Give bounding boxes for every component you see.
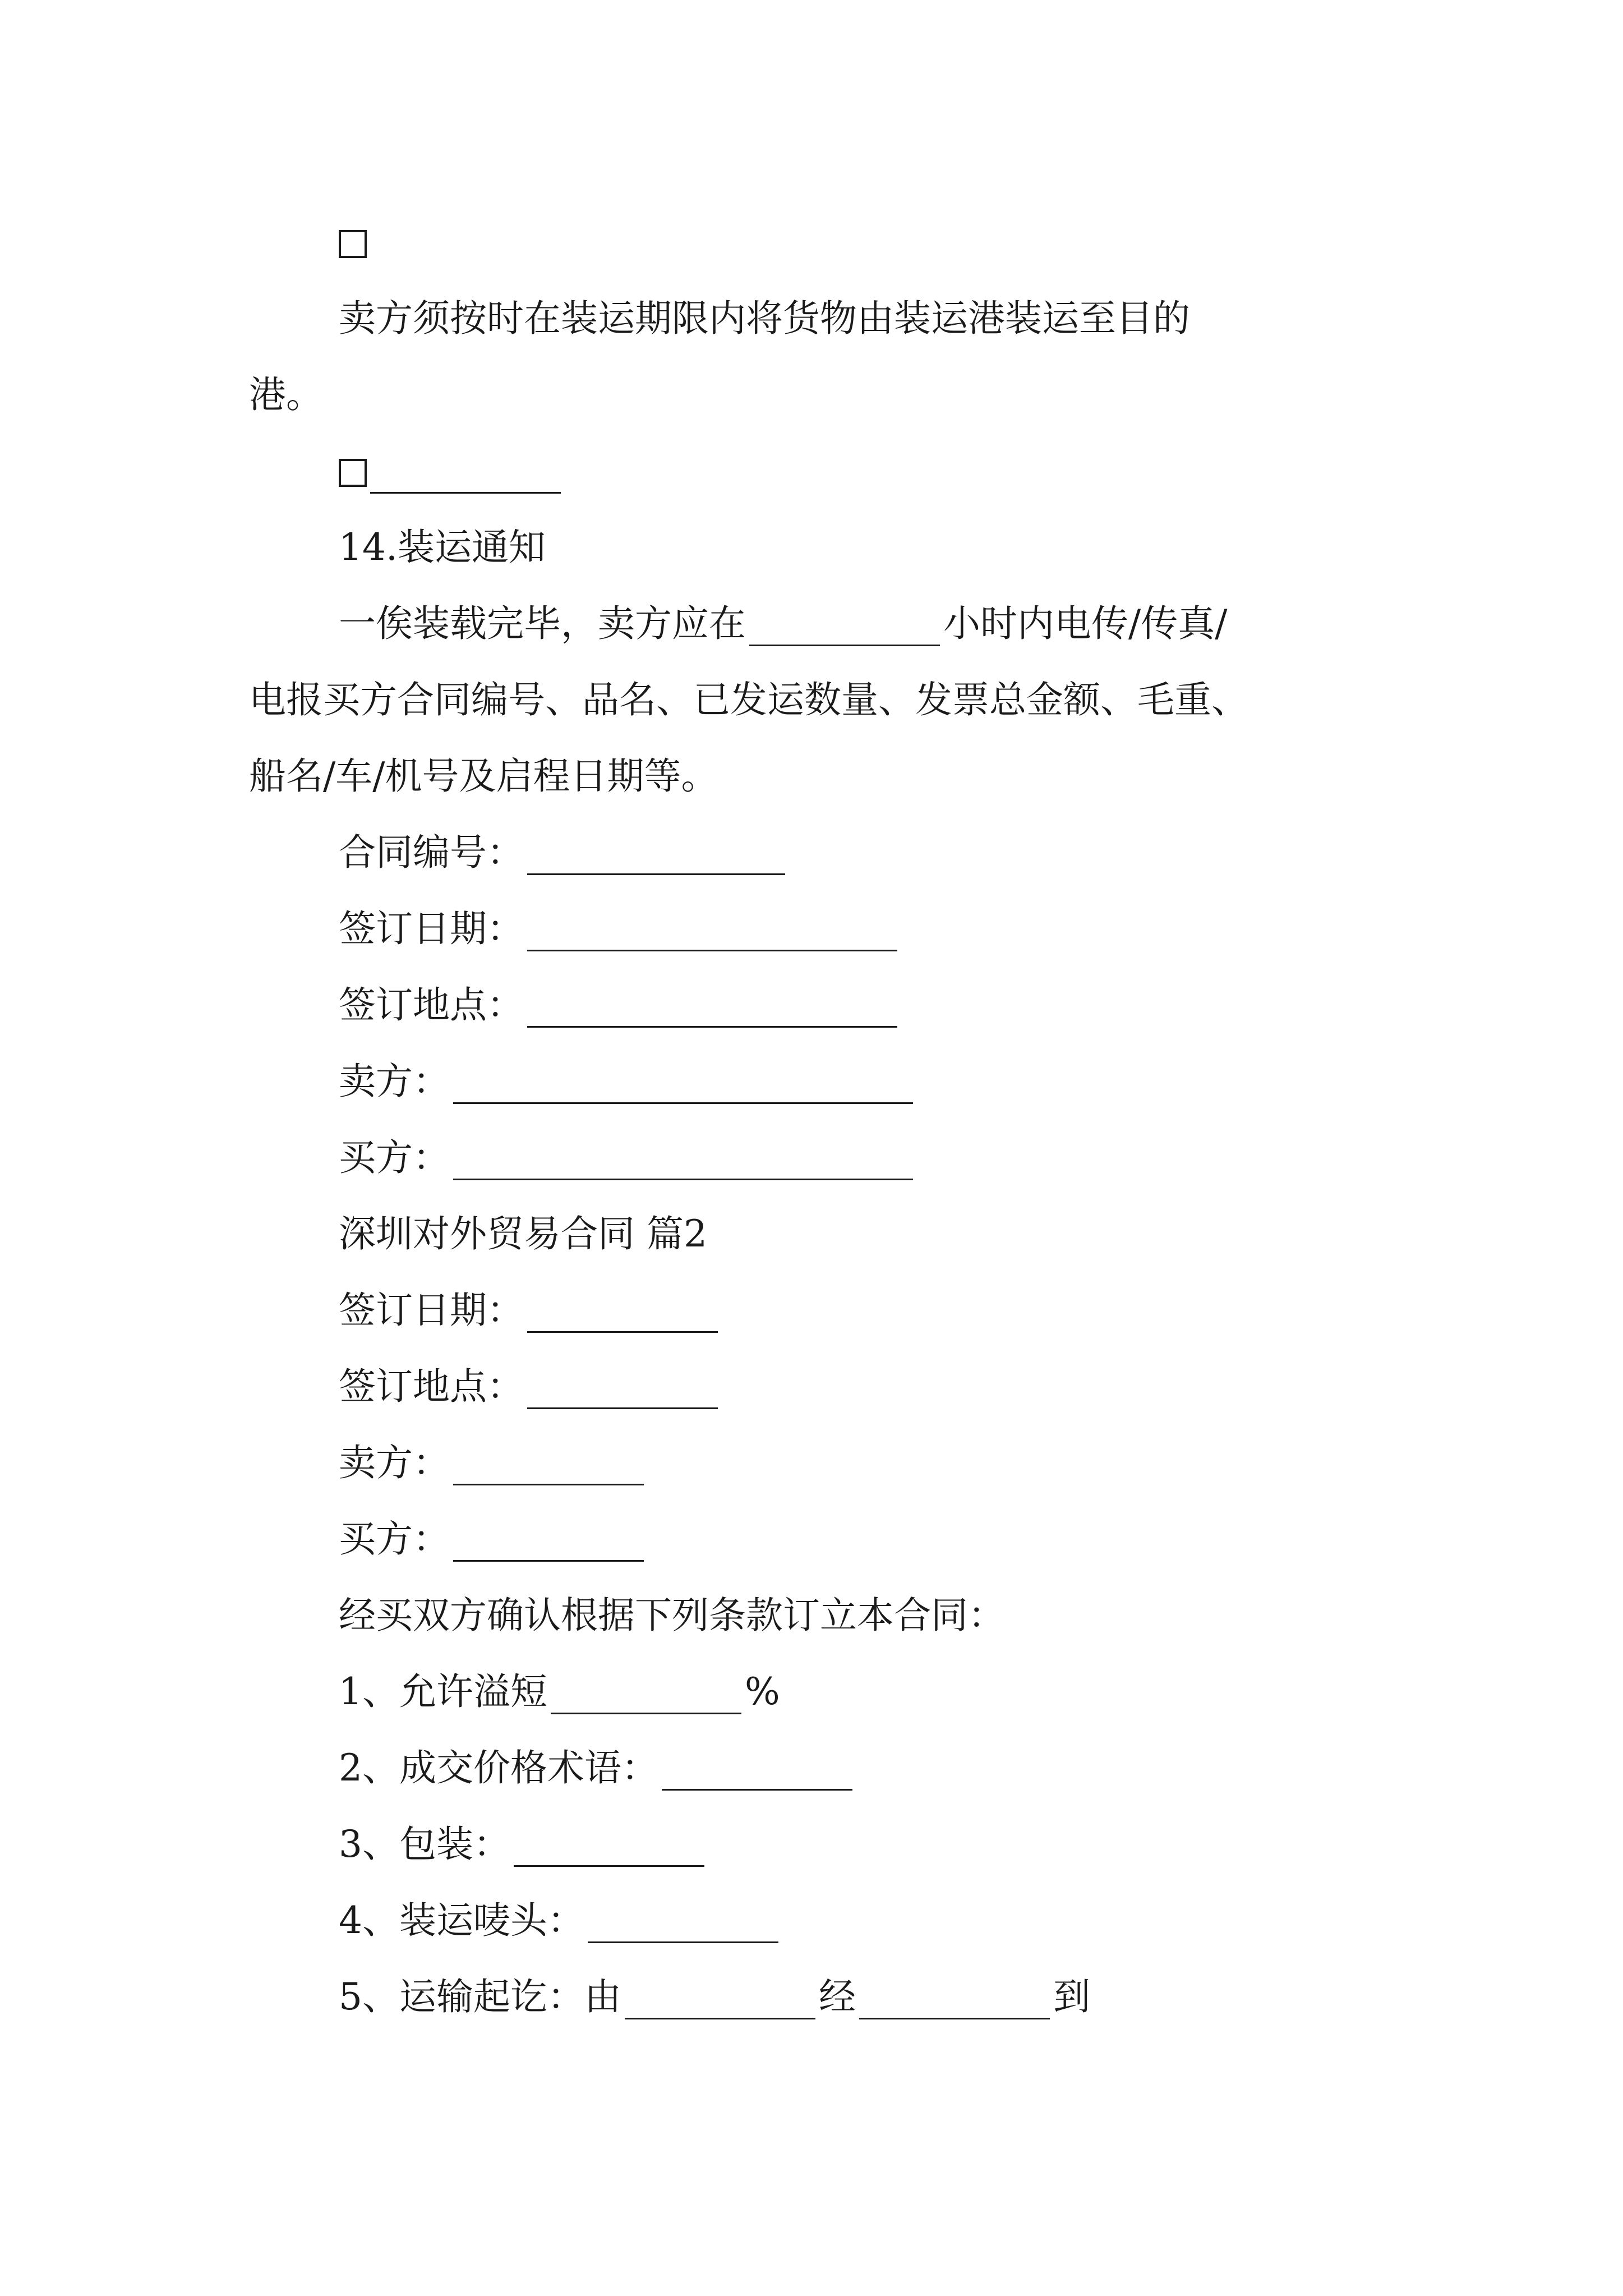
tolerance-blank[interactable] bbox=[551, 1680, 741, 1714]
blank-field[interactable] bbox=[370, 459, 561, 494]
clause-text: 1、允许溢短 bbox=[339, 1670, 547, 1713]
field-contract-no bbox=[339, 830, 789, 875]
contract-no-blank[interactable] bbox=[527, 841, 785, 875]
buyer-blank[interactable] bbox=[453, 1527, 644, 1562]
hours-blank[interactable] bbox=[749, 612, 940, 646]
clause-text: 经 bbox=[819, 1975, 856, 2018]
field-sign-place bbox=[339, 1364, 721, 1409]
seller-blank[interactable] bbox=[453, 1451, 644, 1485]
paragraph-line bbox=[249, 372, 323, 417]
field-sign-date bbox=[339, 1288, 721, 1333]
clause-1 bbox=[339, 1669, 780, 1714]
intro-text: 经买双方确认根据下列条款订立本合同： bbox=[339, 1594, 1005, 1637]
paragraph-text: 卖方须按时在装运期限内将货物由装运港装运至目的 bbox=[339, 297, 1190, 340]
checkbox[interactable] bbox=[339, 230, 367, 258]
field-label: 签订地点： bbox=[339, 983, 524, 1027]
paragraph-line bbox=[249, 678, 1248, 723]
section-heading-text: 深圳对外贸易合同 篇2 bbox=[339, 1212, 707, 1255]
buyer-blank[interactable] bbox=[453, 1146, 913, 1180]
paragraph-text: 港。 bbox=[249, 373, 323, 416]
sign-date-blank[interactable] bbox=[527, 917, 897, 951]
shipping-mark-blank[interactable] bbox=[588, 1909, 778, 1943]
field-label: 买方： bbox=[339, 1136, 450, 1179]
sign-place-blank[interactable] bbox=[527, 1375, 718, 1409]
clause-4 bbox=[339, 1898, 782, 1943]
intro-line bbox=[339, 1593, 1005, 1638]
sign-date-blank[interactable] bbox=[527, 1299, 718, 1333]
field-label: 签订日期： bbox=[339, 1289, 524, 1332]
field-label: 签订地点： bbox=[339, 1365, 524, 1408]
field-label: 合同编号： bbox=[339, 831, 524, 874]
field-sign-date bbox=[339, 907, 901, 951]
seller-blank[interactable] bbox=[453, 1070, 913, 1104]
paragraph-text: 一俟装载完毕，卖方应在 bbox=[339, 602, 746, 645]
field-label: 卖方： bbox=[339, 1441, 450, 1484]
field-seller bbox=[339, 1059, 916, 1104]
section-title bbox=[339, 525, 546, 570]
field-label: 卖方： bbox=[339, 1060, 450, 1103]
via-blank[interactable] bbox=[859, 1985, 1050, 2019]
clause-2 bbox=[339, 1746, 856, 1791]
clause-5 bbox=[339, 1975, 1090, 2019]
percent-sign: % bbox=[745, 1670, 780, 1713]
clause-text: 3、包装： bbox=[339, 1823, 510, 1866]
paragraph-line bbox=[339, 601, 1227, 646]
section-title-text: 14.装运通知 bbox=[339, 526, 546, 569]
clause-3 bbox=[339, 1822, 708, 1867]
clause-text: 到 bbox=[1053, 1975, 1090, 2018]
section-heading bbox=[339, 1212, 707, 1257]
checkbox[interactable] bbox=[339, 459, 367, 487]
field-label: 买方： bbox=[339, 1517, 450, 1561]
price-terms-blank[interactable] bbox=[662, 1756, 852, 1791]
clause-text: 5、运输起讫：由 bbox=[339, 1975, 621, 2018]
field-seller bbox=[339, 1441, 647, 1485]
paragraph-line bbox=[249, 754, 718, 799]
field-sign-place bbox=[339, 983, 901, 1028]
checkbox-line-2 bbox=[339, 449, 564, 494]
paragraph-text: 小时内电传/传真/ bbox=[943, 602, 1228, 645]
paragraph-text: 船名/车/机号及启程日期等。 bbox=[249, 754, 718, 798]
clause-text: 4、装运唛头： bbox=[339, 1899, 584, 1942]
paragraph-line bbox=[339, 296, 1190, 341]
clause-text: 2、成交价格术语： bbox=[339, 1746, 658, 1789]
sign-place-blank[interactable] bbox=[527, 993, 897, 1028]
field-buyer bbox=[339, 1517, 647, 1562]
packing-blank[interactable] bbox=[514, 1833, 704, 1867]
checkbox-line-1 bbox=[339, 220, 367, 265]
field-label: 签订日期： bbox=[339, 907, 524, 950]
origin-blank[interactable] bbox=[625, 1985, 815, 2019]
paragraph-text: 电报买方合同编号、品名、已发运数量、发票总金额、毛重、 bbox=[249, 678, 1248, 721]
field-buyer bbox=[339, 1135, 916, 1180]
